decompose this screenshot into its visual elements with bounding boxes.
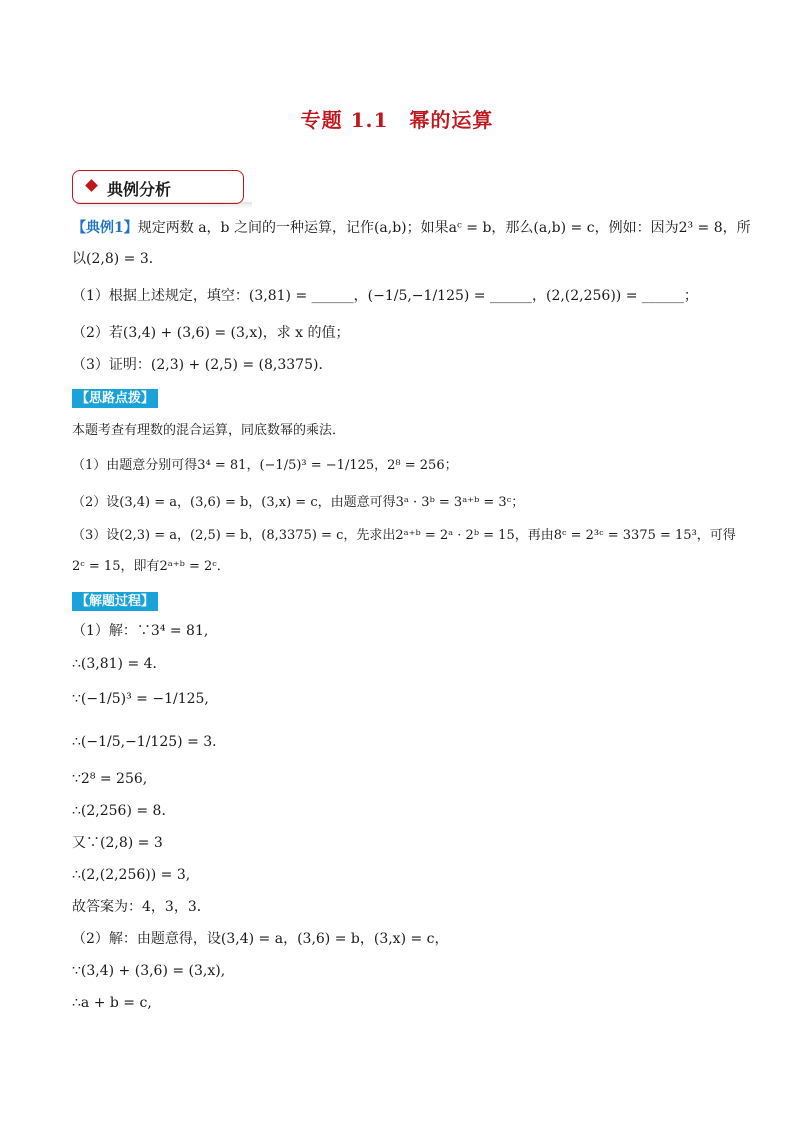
solution-line: 故答案为：4，3，3． <box>72 899 211 915</box>
hint-intro: 本题考查有理数的混合运算，同底数幂的乘法． <box>72 423 346 438</box>
hint-2: （2）设(3,4) = a，(3,6) = b，(3,x) = c，由题意可得3ᵃ · 3ᵇ = 3ᵃ⁺ᵇ = 3ᶜ； <box>72 495 525 510</box>
hint-1: （1）由题意分别可得3⁴ = 81，(−1/5)³ = −1/125，2⁸ = 256； <box>72 458 458 473</box>
solution-line: （2）解：由题意得，设(3,4) = a，(3,6) = b，(3,x) = c， <box>72 931 449 947</box>
problem-tag: 【典例1】 <box>72 220 138 236</box>
problem-line-2: 以(2,8) = 3． <box>72 251 163 267</box>
question-2: （2）若(3,4) + (3,6) = (3,x)，求 x 的值； <box>72 325 350 341</box>
problem-line-1 <box>72 219 751 237</box>
hint-label: 【思路点拨】 <box>72 389 158 408</box>
hint-3a: （3）设(2,3) = a，(2,5) = b，(8,3375) = c，先求出2ᵃ⁺ᵇ = 2ᵃ · 2ᵇ = 15，再由8ᶜ = 2³ᶜ = 3375 = 15³，可得 <box>72 528 736 543</box>
solution-line: ∴(2,256) = 8． <box>72 803 176 819</box>
solution-line: 又∵(2,8) = 3 <box>72 835 163 851</box>
question-3: （3）证明：(2,3) + (2,5) = (8,3375)． <box>72 357 333 373</box>
solution-line: ∵(−1/5)³ = −1/125, <box>72 691 209 707</box>
solution-line: （1）解：∵3⁴ = 81, <box>72 623 209 639</box>
problem-text-1: 规定两数 a，b 之间的一种运算，记作(a,b)；如果aᶜ = b，那么(a,b) = c，例如：因为2³ = 8，所 <box>137 220 751 236</box>
question-1: （1）根据上述规定，填空：(3,81) = ______，(−1/5,−1/125) = ______，(2,(2,256)) = ______； <box>72 288 698 304</box>
solution-line: ∵(3,4) + (3,6) = (3,x), <box>72 963 226 979</box>
solution-line: ∴(3,81) = 4． <box>72 656 167 672</box>
diamond-icon <box>85 179 98 192</box>
section-banner <box>72 170 244 204</box>
solution-line: ∴(2,(2,256)) = 3, <box>72 867 191 883</box>
hint-3b: 2ᶜ = 15，即有2ᵃ⁺ᵇ = 2ᶜ． <box>72 559 230 574</box>
solution-line: ∴(−1/5,−1/125) = 3． <box>72 734 227 750</box>
solution-line: ∴a + b = c, <box>72 995 152 1011</box>
solution-line: ∵2⁸ = 256, <box>72 771 148 787</box>
page-title: 专题 1.1 幂的运算 <box>300 108 494 132</box>
solution-label: 【解题过程】 <box>72 592 158 611</box>
hint-label-wrap <box>72 387 158 406</box>
section-banner-label: 典例分析 <box>107 180 172 199</box>
solution-label-wrap <box>72 590 158 609</box>
